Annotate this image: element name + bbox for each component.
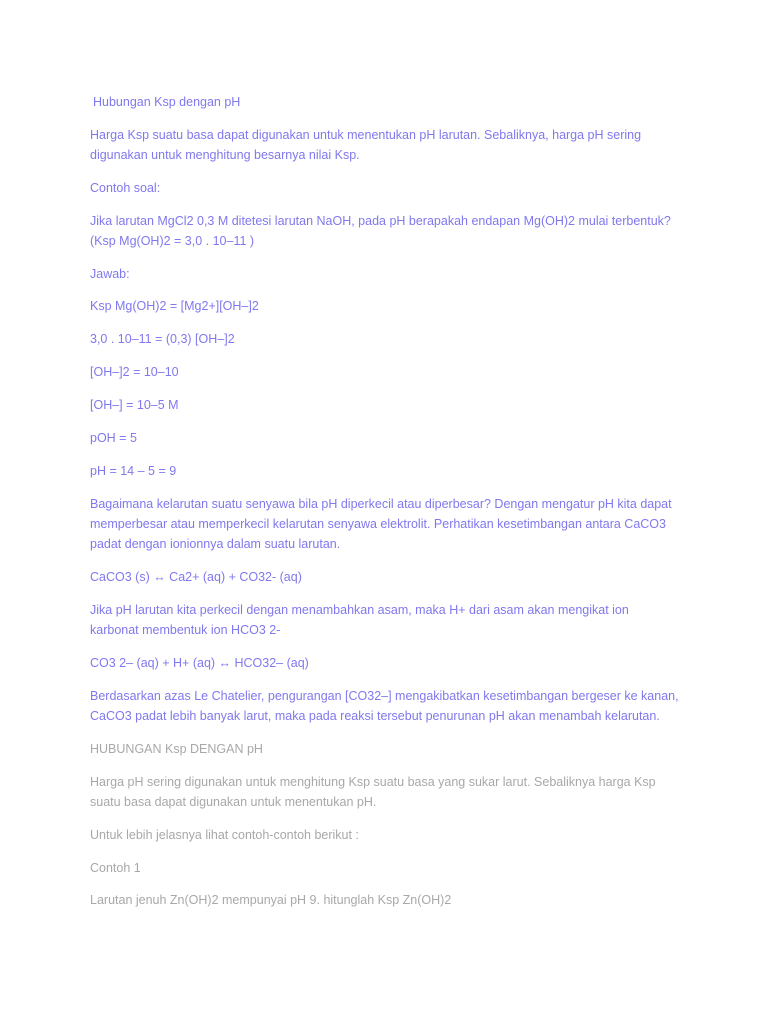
solubility-paragraph-line-1: Bagaimana kelarutan suatu senyawa bila pH diperkecil atau diperbesar? Dengan mengatur pH kita dapat	[90, 497, 672, 511]
document-title: Hubungan Ksp dengan pH	[93, 95, 241, 109]
example-1-heading: Contoh 1	[90, 861, 141, 875]
equation-ksp: Ksp Mg(OH)2 = [Mg2+][OH–]2	[90, 299, 259, 313]
section-heading-hubungan: HUBUNGAN Ksp DENGAN pH	[90, 742, 263, 756]
equation-oh: [OH–] = 10–5 M	[90, 398, 179, 412]
examples-intro: Untuk lebih jelasnya lihat contoh-contoh berikut :	[90, 828, 359, 842]
equilibrium-equation-co3: CO3 2– (aq) + H+ (aq) ↔ HCO32– (aq)	[90, 656, 309, 670]
answer-heading: Jawab:	[90, 267, 130, 281]
solubility-paragraph-line-3: padat dengan ionionnya dalam suatu larutan.	[90, 537, 341, 551]
acid-paragraph-line-2: karbonat membentuk ion HCO3 2-	[90, 623, 281, 637]
equation-poh: pOH = 5	[90, 431, 137, 445]
example-1-problem: Larutan jenuh Zn(OH)2 mempunyai pH 9. hitunglah Ksp Zn(OH)2	[90, 893, 452, 907]
section-paragraph-line-2: suatu basa dapat digunakan untuk menentukan pH.	[90, 795, 377, 809]
acid-paragraph-line-1: Jika pH larutan kita perkecil dengan menambahkan asam, maka H+ dari asam akan mengikat ion	[90, 603, 629, 617]
equation-substitution: 3,0 . 10–11 = (0,3) [OH–]2	[90, 332, 235, 346]
equilibrium-equation-caco3: CaCO3 (s) ↔ Ca2+ (aq) + CO32- (aq)	[90, 570, 302, 584]
intro-paragraph-line-2: digunakan untuk menghitung besarnya nilai Ksp.	[90, 148, 360, 162]
le-chatelier-paragraph-line-1: Berdasarkan azas Le Chatelier, pengurangan [CO32–] mengakibatkan kesetimbangan bergeser ke kanan,	[90, 689, 679, 703]
problem-line-2: (Ksp Mg(OH)2 = 3,0 . 10–11 )	[90, 234, 255, 248]
solubility-paragraph-line-2: memperbesar atau memperkecil kelarutan senyawa elektrolit. Perhatikan kesetimbangan antara CaCO3	[90, 517, 666, 531]
section-paragraph-line-1: Harga pH sering digunakan untuk menghitung Ksp suatu basa yang sukar larut. Sebaliknya harga Ksp	[90, 775, 656, 789]
intro-paragraph-line-1: Harga Ksp suatu basa dapat digunakan untuk menentukan pH larutan. Sebaliknya, harga pH sering	[90, 128, 642, 142]
equation-oh-squared: [OH–]2 = 10–10	[90, 365, 179, 379]
problem-line-1: Jika larutan MgCl2 0,3 M ditetesi larutan NaOH, pada pH berapakah endapan Mg(OH)2 mulai terbentuk?	[90, 214, 671, 228]
le-chatelier-paragraph-line-2: CaCO3 padat lebih banyak larut, maka pada reaksi tersebut penurunan pH akan menambah kelarutan.	[90, 709, 660, 723]
example-heading: Contoh soal:	[90, 181, 161, 195]
equation-ph: pH = 14 – 5 = 9	[90, 464, 177, 478]
